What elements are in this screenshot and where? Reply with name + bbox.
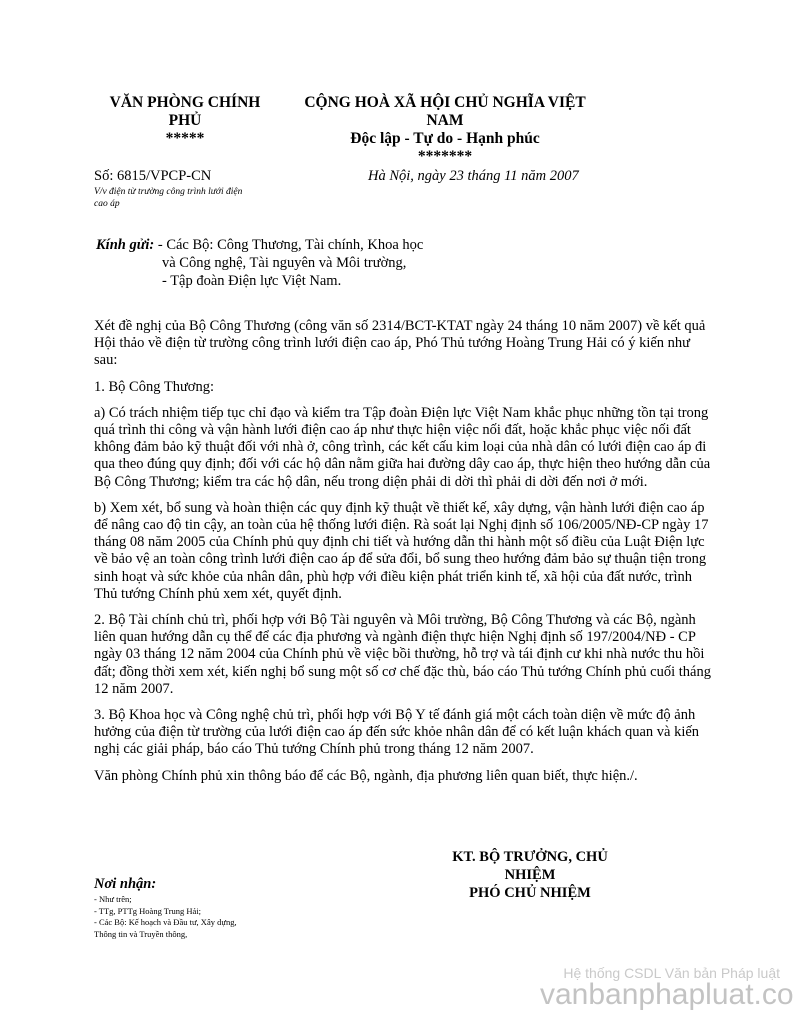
- distribution-item: - Các Bộ: Kế hoạch và Đầu tư, Xây dựng,: [94, 917, 237, 927]
- document-date: Hà Nội, ngày 23 tháng 11 năm 2007: [368, 168, 579, 184]
- body-paragraph-1a: a) Có trách nhiệm tiếp tục chỉ đạo và kiểm tra Tập đoàn Điện lực Việt Nam khắc phục những tồn tại trong quá trình thi công và vận hành lưới điện cao áp như thực hiện việc nối đất, hoặc khắc phục việc nối đất không đảm bảo kỹ thuật đối với nhà ở, công trình, các kết cấu kim loại của nhà dân có lưới điện cao áp đi qua theo đúng quy định; đối với các hộ dân nằm giữa hai đường dây cao áp, thực hiện theo hướng dẫn của Bộ Công Thương; kiểm tra các hộ dân, nếu trong diện phải di dời thì phải di dời đến nơi ở mới.: [94, 404, 711, 490]
- body-paragraph-section3: 3. Bộ Khoa học và Công nghệ chủ trì, phối hợp với Bộ Y tế đánh giá một cách toàn diện về mức độ ảnh hưởng của điện từ trường của lưới điện cao áp đến sức khỏe nhân dân để có kết luận khách quan và kiến nghị các giải pháp, báo cáo Thủ tướng Chính phủ trong tháng 12 năm 2007.: [94, 707, 700, 758]
- signature-line2: NHIỆM: [504, 867, 556, 883]
- agency-name-line1: VĂN PHÒNG CHÍNH: [109, 94, 261, 111]
- distribution-title: Nơi nhận:: [94, 876, 157, 892]
- national-header: [290, 94, 600, 166]
- signature-line1: KT. BỘ TRƯỞNG, CHỦ: [452, 849, 608, 865]
- nation-name-line1: CỘNG HOÀ XÃ HỘI CHỦ NGHĨA VIỆT: [304, 94, 586, 111]
- agency-name-line2: PHỦ: [168, 112, 202, 129]
- distribution-list: [94, 894, 284, 940]
- distribution-item: - Như trên;: [94, 894, 132, 904]
- motto-stars: *******: [417, 148, 473, 165]
- addressee-text1: - Các Bộ: Công Thương, Tài chính, Khoa học: [154, 237, 424, 253]
- addressee-line1: [96, 236, 616, 254]
- subject-line1: V/v điện từ trường công trình lưới điện: [94, 187, 243, 197]
- distribution-item: - TTg, PTTg Hoàng Trung Hải;: [94, 905, 202, 916]
- body-paragraph-intro: Xét đề nghị của Bộ Công Thương (công văn số 2314/BCT-KTAT ngày 24 tháng 10 năm 2007) về kết quả Hội thảo về điện từ trường công trình lưới điện cao áp, Phó Thủ tướng Hoàng Trung Hải có ý kiến như sau:: [94, 318, 706, 369]
- document-subject: [94, 186, 274, 210]
- addressee-line3: - Tập đoàn Điện lực Việt Nam.: [162, 273, 342, 289]
- body-paragraph-closing: Văn phòng Chính phủ xin thông báo để các Bộ, ngành, địa phương liên quan biết, thực hiện./.: [94, 767, 638, 784]
- body-paragraph-section1: 1. Bộ Công Thương:: [94, 378, 214, 395]
- addressee-line2: và Công nghệ, Tài nguyên và Môi trường,: [162, 255, 407, 271]
- nation-name-line2: NAM: [426, 112, 464, 129]
- addressee-label: Kính gửi:: [96, 237, 155, 253]
- agency-stars: *****: [165, 130, 205, 147]
- national-motto: Độc lập - Tự do - Hạnh phúc: [350, 130, 540, 147]
- addressees: [96, 236, 616, 290]
- document-body: [94, 318, 716, 794]
- document-number: Số: 6815/VPCP-CN: [94, 168, 212, 184]
- watermark-caption: Hệ thống CSDL Văn bản Pháp luật: [563, 965, 780, 981]
- signature-line3: PHÓ CHỦ NHIỆM: [469, 885, 591, 901]
- subject-line2: cao áp: [94, 199, 120, 209]
- distribution-item: Thông tin và Truyền thông,: [94, 928, 188, 939]
- issuing-agency: [90, 94, 280, 148]
- body-paragraph-1b: b) Xem xét, bổ sung và hoàn thiện các quy định kỹ thuật về thiết kế, xây dựng, vận hành lưới điện cao áp để nâng cao độ tin cậy, an toàn của hệ thống lưới điện. Rà soát lại Nghị định số 106/2005/NĐ-CP ngày 17 tháng 08 năm 2005 của Chính phủ quy định chi tiết và hướng dẫn thi hành một số điều của Luật Điện lực về bảo vệ an toàn công trình lưới điện cao áp để sửa đổi, bổ sung theo hướng đảm bảo sự thuận tiện trong sinh hoạt và sức khỏe của nhân dân, phù hợp với điều kiện phát triển kinh tế, xã hội của đất nước, trình Thủ tướng Chính phủ xem xét, quyết định.: [94, 499, 709, 602]
- watermark-site: vanbanphapluat.co: [540, 978, 794, 1011]
- signature-block: [420, 848, 640, 902]
- body-paragraph-section2: 2. Bộ Tài chính chủ trì, phối hợp với Bộ Tài nguyên và Môi trường, Bộ Công Thương và các Bộ, ngành liên quan hướng dẫn cụ thể để các địa phương và ngành điện thực hiện Nghị định số 197/2004/NĐ - CP ngày 03 tháng 12 năm 2004 của Chính phủ về việc bồi thường, hỗ trợ và tái định cư khi nhà nước thu hồi đất; đồng thời xem xét, kiến nghị bổ sung một số cơ chế đặc thù, báo cáo Thủ tướng Chính phủ cuối tháng 12 năm 2007.: [94, 612, 711, 697]
